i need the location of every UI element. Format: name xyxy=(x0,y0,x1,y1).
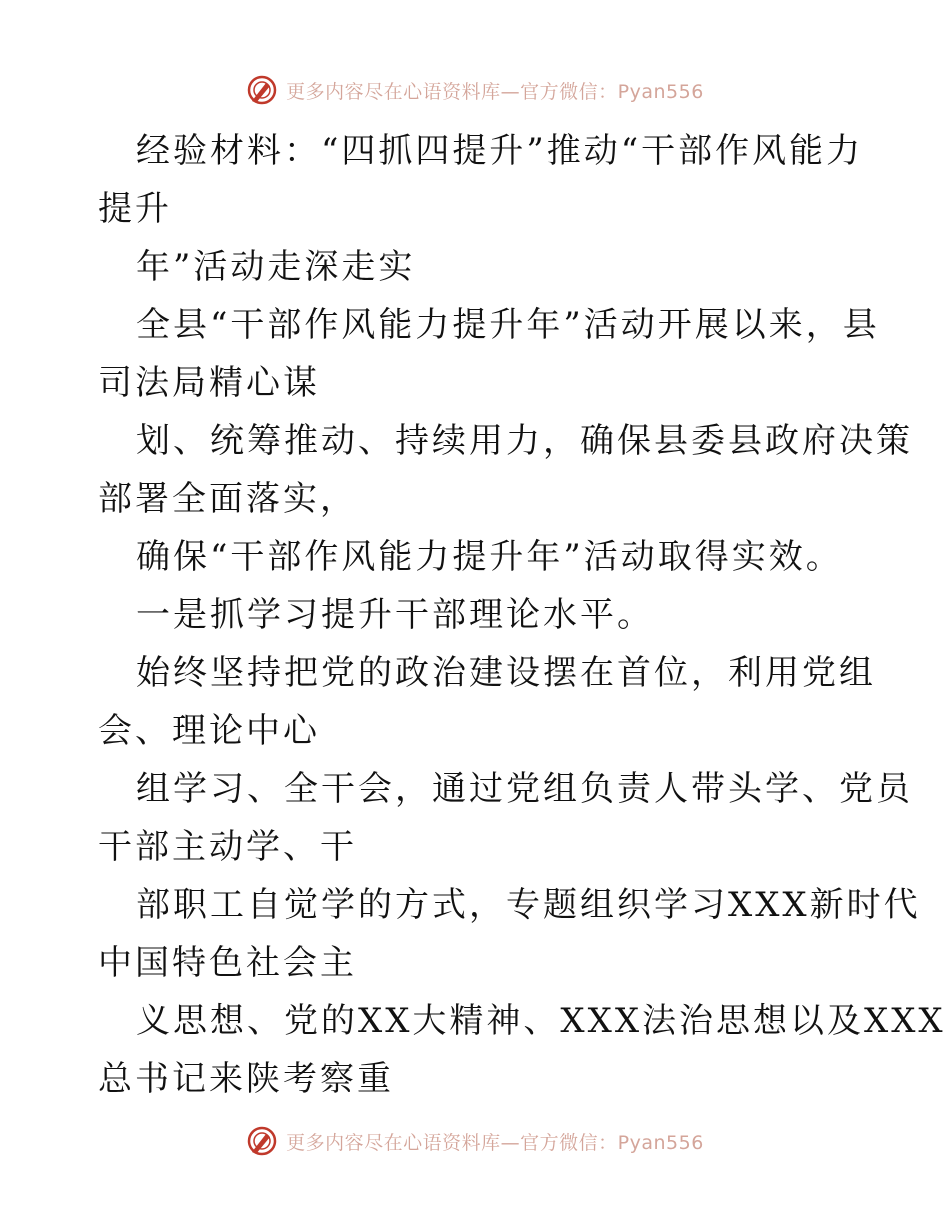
text-line: 全县“干部作风能力提升年”活动开展以来，县 xyxy=(136,305,880,345)
document-body xyxy=(98,122,946,1108)
pen-circle-logo-icon xyxy=(246,1125,278,1157)
text-line: 中国特色社会主 xyxy=(98,943,357,983)
text-line: 义思想、党的XX大精神、XXX法治思想以及XXX xyxy=(136,1001,946,1041)
text-line: 司法局精心谋 xyxy=(98,363,320,403)
watermark-text: 更多内容尽在心语资料库—官方微信：Pyan556 xyxy=(286,80,704,103)
text-line: 经验材料：“四抓四提升”推动“干部作风能力 xyxy=(136,131,864,171)
text-line: 总书记来陕考察重 xyxy=(98,1059,394,1099)
text-line: 提升 xyxy=(98,189,172,229)
text-line: 划、统筹推动、持续用力，确保县委县政府决策 xyxy=(136,421,913,461)
text-line: 一是抓学习提升干部理论水平。 xyxy=(136,595,654,635)
text-line: 部署全面落实， xyxy=(98,479,357,519)
text-line: 始终坚持把党的政治建设摆在首位，利用党组 xyxy=(136,653,876,693)
text-line: 干部主动学、干 xyxy=(98,827,357,867)
text-line: 组学习、全干会，通过党组负责人带头学、党员 xyxy=(136,769,913,809)
text-line: 会、理论中心 xyxy=(98,711,320,751)
watermark-text: 更多内容尽在心语资料库—官方微信：Pyan556 xyxy=(286,1131,704,1154)
pen-circle-logo-icon xyxy=(246,74,278,106)
text-line: 年”活动走深走实 xyxy=(136,247,416,287)
footer-watermark xyxy=(0,1121,950,1161)
text-line: 部职工自觉学的方式，专题组织学习XXX新时代 xyxy=(136,885,921,925)
header-watermark xyxy=(0,70,950,110)
text-line: 确保“干部作风能力提升年”活动取得实效。 xyxy=(136,537,843,577)
